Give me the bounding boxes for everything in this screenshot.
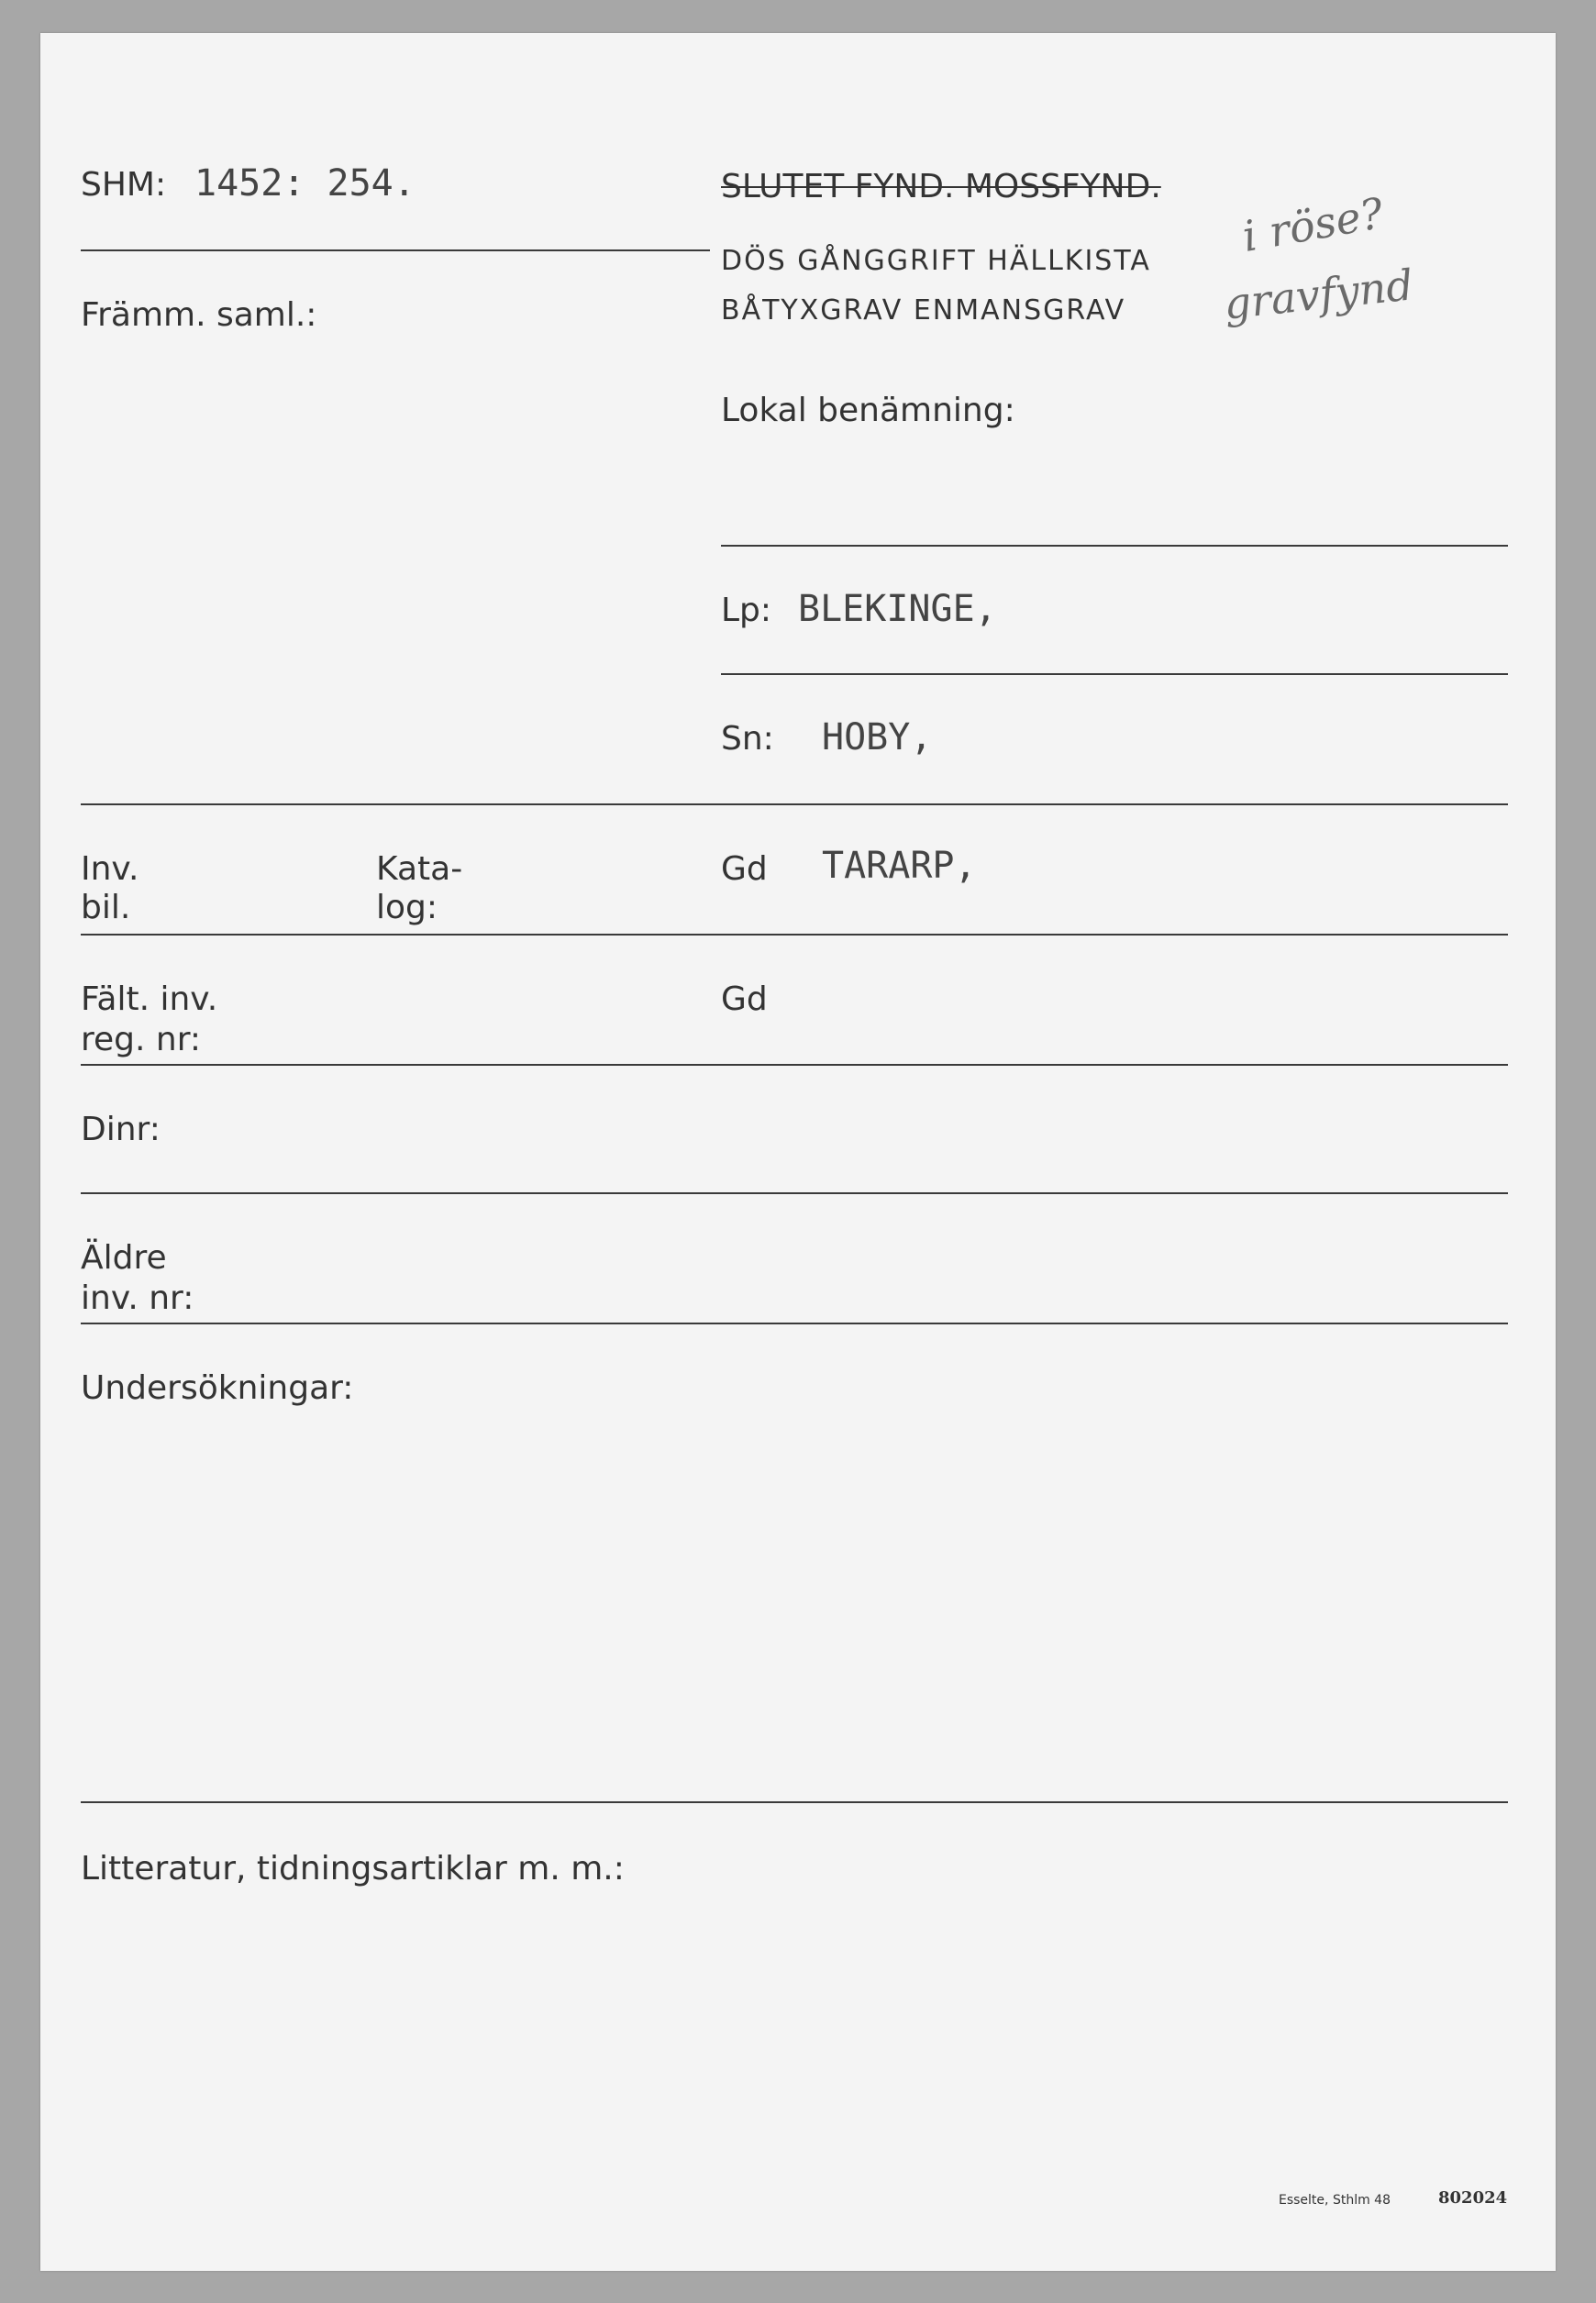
katalog-label-line1: Kata- [376, 850, 463, 888]
lp-value: BLEKINGE, [798, 588, 997, 630]
litteratur-label: Litteratur, tidningsartiklar m. m.: [81, 1850, 625, 1888]
sn-label: Sn: [721, 720, 774, 758]
lokal-benamning-label: Lokal benämning: [721, 392, 1015, 429]
divider-dinr [81, 1192, 1508, 1194]
find-types-struck: SLUTET FYND. MOSSFYND. [721, 168, 1161, 205]
catalog-card [40, 33, 1556, 2271]
falt-inv-label-line1: Fält. inv. [81, 980, 218, 1018]
inv-label-line2: bil. [81, 889, 131, 926]
sn-value: HOBY, [822, 716, 933, 758]
divider-inv [81, 934, 1508, 936]
divider-lp [721, 673, 1508, 675]
divider-falt [81, 1064, 1508, 1066]
katalog-label-line2: log: [376, 889, 438, 926]
divider-lokal [721, 545, 1508, 547]
grave-types-line2: BÅTYXGRAV ENMANSGRAV [721, 294, 1126, 327]
divider-sn [81, 803, 1508, 805]
grave-types-line1: DÖS GÅNGGRIFT HÄLLKISTA [721, 245, 1151, 277]
handwritten-note-line2: gravfynd [1221, 260, 1416, 329]
aldre-label-line2: inv. nr: [81, 1279, 194, 1317]
handwritten-note-line1: i röse? [1238, 187, 1388, 262]
divider-undersokningar [81, 1801, 1508, 1803]
inv-label-line1: Inv. [81, 850, 139, 888]
lp-label: Lp: [721, 592, 772, 629]
card-number: 802024 [1438, 2188, 1508, 2208]
gd-label: Gd [721, 850, 768, 888]
divider-aldre [81, 1323, 1508, 1324]
divider-top-left [81, 249, 710, 251]
gd-value: TARARP, [822, 845, 977, 887]
shm-label: SHM: [81, 166, 167, 204]
shm-number: 1452: 254. [194, 162, 416, 205]
falt-inv-label-line2: reg. nr: [81, 1021, 202, 1058]
printer-mark: Esselte, Sthlm 48 [1279, 2193, 1391, 2208]
framm-saml-label: Främm. saml.: [81, 296, 317, 334]
dinr-label: Dinr: [81, 1111, 161, 1148]
aldre-label-line1: Äldre [81, 1239, 167, 1277]
gd2-label: Gd [721, 980, 768, 1018]
undersokningar-label: Undersökningar: [81, 1369, 354, 1407]
